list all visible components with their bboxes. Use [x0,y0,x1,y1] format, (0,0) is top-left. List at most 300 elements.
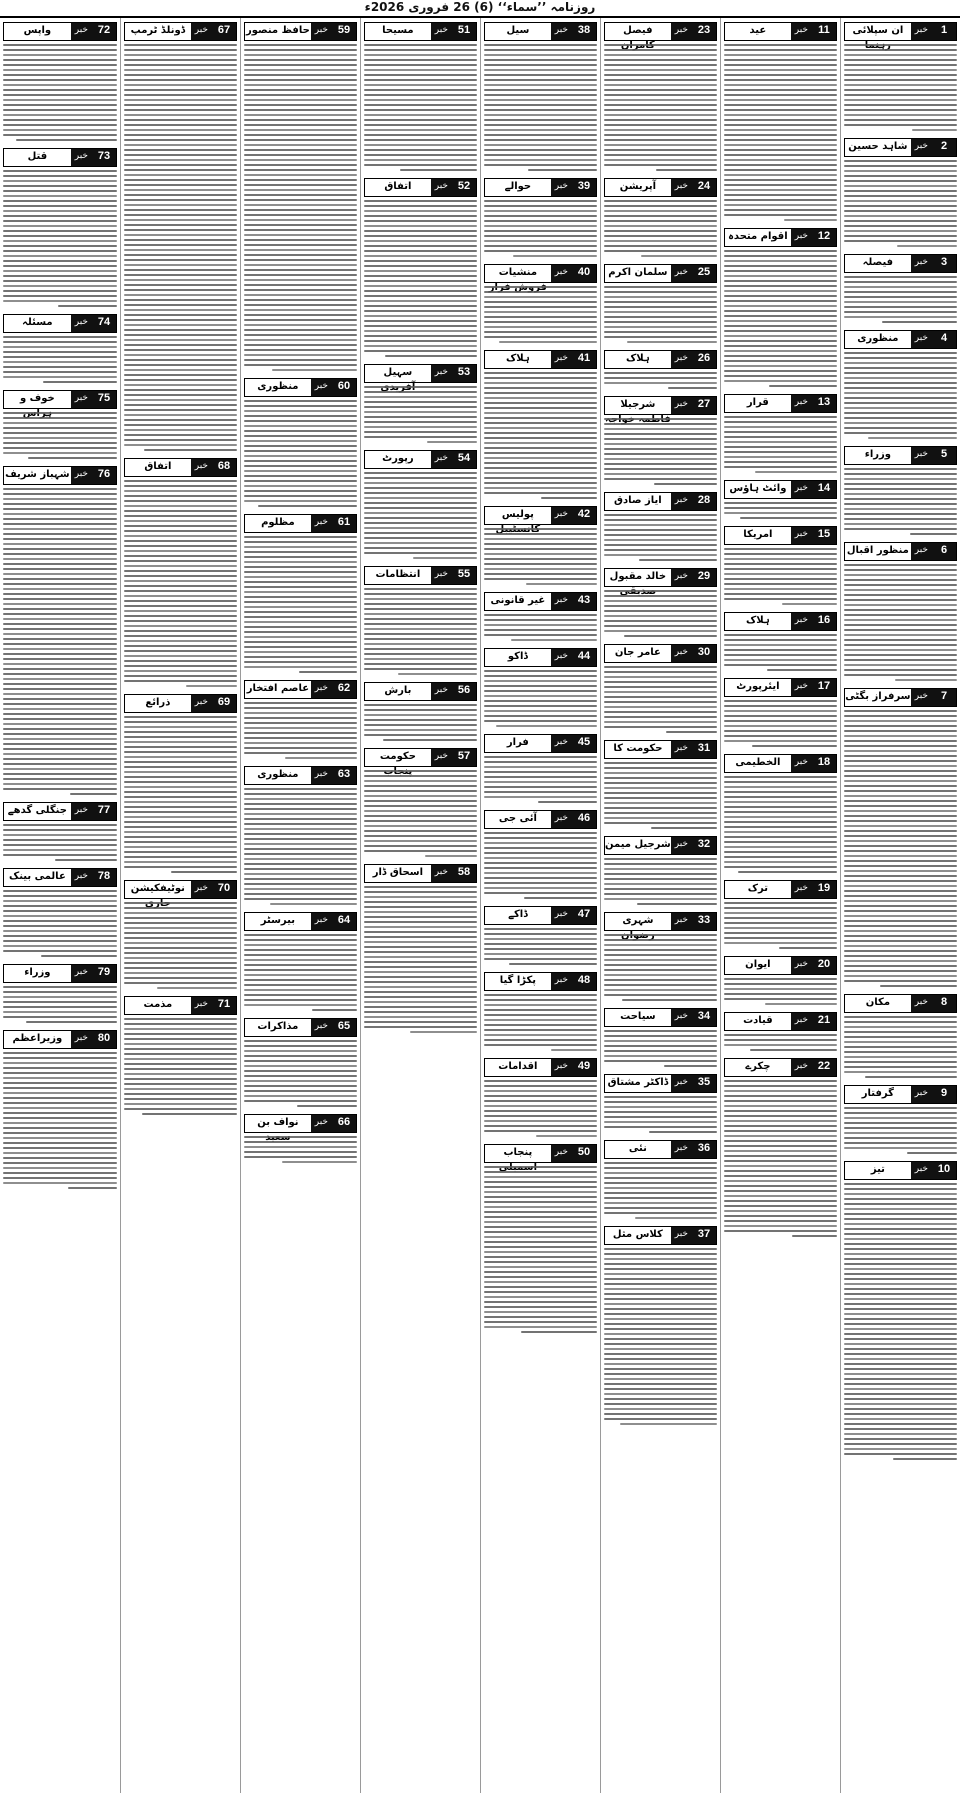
text-line [244,259,357,261]
article-title: ذرائع [125,695,191,712]
text-line [844,1117,957,1119]
text-line [724,578,837,580]
text-line [484,994,597,996]
text-line [244,149,357,151]
text-line [604,554,717,556]
text-line [844,1358,957,1360]
text-line [3,134,117,136]
text-line [364,1016,477,1018]
text-line [484,862,597,864]
text-line [724,927,837,929]
text-line [844,508,957,510]
text-line [724,720,837,722]
text-line [124,771,237,773]
article-body-text [844,1016,957,1078]
text-line [484,1029,597,1031]
text-line [844,1203,957,1205]
text-line [604,726,717,728]
text-line [724,109,837,111]
article-body-text [3,890,117,957]
text-line [844,720,957,722]
text-line [68,1187,117,1189]
text-line [604,89,717,91]
text-line [244,863,357,865]
text-line [844,915,957,917]
text-line [364,775,477,777]
article-header [604,1008,717,1027]
text-line [3,346,117,348]
article-category: خبر [551,1059,572,1076]
text-line [3,1077,117,1079]
text-line [604,453,717,455]
text-line [124,480,237,482]
news-article [0,798,120,864]
article-body-text [724,250,837,387]
text-line [3,351,117,353]
text-line [364,537,477,539]
text-line [124,565,237,567]
article-category: خبر [791,229,812,246]
text-line [724,194,837,196]
text-line [484,129,597,131]
text-line [484,64,597,66]
text-line [124,726,237,728]
text-line [844,59,957,61]
text-line [364,114,477,116]
text-line [844,1223,957,1225]
text-line [844,528,957,530]
text-line [364,901,477,903]
text-line [604,54,717,56]
text-line [604,787,717,789]
article-body-text [124,480,237,687]
text-line [364,623,477,625]
article-title: کلاس مثل [605,1227,671,1244]
article-category: خبر [671,1141,692,1158]
article-category: خبر [791,679,812,696]
text-line [604,240,717,242]
news-article [721,522,840,608]
text-line [244,450,357,452]
text-line [654,483,717,485]
text-line [844,1283,957,1285]
text-line [43,381,117,383]
text-line [3,89,117,91]
text-line [398,673,477,675]
text-line [604,1368,717,1370]
text-line [844,1142,957,1144]
news-article [601,346,720,392]
text-line [724,74,837,76]
article-number: 17 [812,679,836,696]
news-article [481,968,600,1054]
text-line [844,905,957,907]
text-line [604,1045,717,1047]
text-line [844,1066,957,1068]
text-line [844,820,957,822]
article-number: 61 [332,515,356,532]
text-line [124,625,237,627]
article-number: 31 [692,741,716,758]
text-line [364,421,477,423]
text-line [244,561,357,563]
text-line [124,485,237,487]
text-line [844,845,957,847]
text-line [604,721,717,723]
article-number: 56 [452,683,476,700]
text-line [604,1283,717,1285]
text-line [724,644,837,646]
text-line [270,903,357,905]
text-line [3,558,117,560]
text-line [124,389,237,391]
text-line [844,735,957,737]
text-line [124,44,237,46]
text-line [604,74,717,76]
text-line [604,858,717,860]
text-line [364,921,477,923]
article-category: خبر [671,351,692,368]
text-line [604,1413,717,1415]
text-line [484,1080,597,1082]
text-line [124,384,237,386]
text-line [724,119,837,121]
text-line [124,766,237,768]
article-header [604,178,717,197]
text-line [865,1076,957,1078]
text-line [3,728,117,730]
text-line [844,503,957,505]
article-body-text [604,514,717,561]
text-line [844,1248,957,1250]
text-line [724,69,837,71]
article-category: خبر [191,23,212,40]
text-line [484,250,597,252]
text-line [3,442,117,444]
text-line [364,1011,477,1013]
text-line [844,180,957,182]
text-line [364,780,477,782]
text-line [3,844,117,846]
text-line [484,629,597,631]
text-line [3,361,117,363]
article-title: منظوری [845,331,911,348]
text-line [3,723,117,725]
text-line [484,1241,597,1243]
text-line [844,1403,957,1405]
text-line [3,200,117,202]
text-line [724,1170,837,1172]
news-columns [0,18,960,1793]
text-line [244,134,357,136]
text-line [724,265,837,267]
text-line [724,451,837,453]
text-line [244,636,357,638]
article-number: 27 [692,397,716,414]
text-line [724,1185,837,1187]
text-line [124,605,237,607]
text-line [724,796,837,798]
article-title: وزراء [845,447,911,464]
text-line [604,1288,717,1290]
article-category: خبر [311,23,332,40]
article-header [3,466,117,485]
article-number: 59 [332,23,356,40]
article-body-text [724,634,837,671]
text-line [724,89,837,91]
article-body-text [604,200,717,257]
text-line [3,300,117,302]
text-line [124,947,237,949]
text-line [3,598,117,600]
text-line [124,836,237,838]
text-line [244,788,357,790]
text-line [844,910,957,912]
text-line [3,255,117,257]
text-line [3,991,117,993]
text-line [484,1246,597,1248]
text-line [604,1408,717,1410]
article-number: 58 [452,865,476,882]
text-line [364,1006,477,1008]
text-line [484,1271,597,1273]
text-line [637,903,717,905]
text-line [724,355,837,357]
text-line [724,639,837,641]
text-line [844,1313,957,1315]
text-line [844,1263,957,1265]
article-body-text [244,44,357,371]
text-line [484,1196,597,1198]
text-line [3,64,117,66]
text-line [364,734,477,736]
text-line [484,482,597,484]
text-line [724,134,837,136]
news-article [121,992,240,1118]
article-number: 70 [212,881,236,898]
text-line [844,518,957,520]
text-line [244,1050,357,1052]
text-line [124,184,237,186]
text-line [724,821,837,823]
text-line [124,409,237,411]
text-line [124,259,237,261]
text-line [3,250,117,252]
text-line [244,546,357,548]
text-line [844,74,957,76]
text-line [635,1217,717,1219]
text-line [244,199,357,201]
text-line [844,402,957,404]
text-line [484,1201,597,1203]
text-line [844,215,957,217]
text-line [3,839,117,841]
article-category: خبر [551,351,572,368]
text-line [124,856,237,858]
text-line [3,935,117,937]
text-line [364,961,477,963]
text-line [124,826,237,828]
news-article [121,454,240,690]
column-6 [240,18,360,1793]
news-article [601,1222,720,1428]
text-line [244,495,357,497]
article-title: ایاز صادق [605,493,671,510]
text-line [3,915,117,917]
text-line [724,568,837,570]
article-body-text [244,702,357,759]
text-line [724,114,837,116]
text-line [844,840,957,842]
article-header [484,734,597,753]
text-line [244,144,357,146]
article-title: بیرسٹر [245,913,311,930]
text-line [724,159,837,161]
text-line [3,638,117,640]
text-line [844,195,957,197]
text-line [364,906,477,908]
article-title: خوف و [4,391,71,408]
text-line [724,461,837,463]
text-line [3,608,117,610]
text-line [484,1004,597,1006]
text-line [124,264,237,266]
text-line [604,630,717,632]
text-line [484,154,597,156]
news-article [841,1081,960,1157]
article-header [844,1085,957,1104]
text-line [844,855,957,857]
article-number: 53 [452,365,476,382]
text-line [484,700,597,702]
article-category: خبر [191,459,212,476]
text-line [3,170,117,172]
text-line [724,1180,837,1182]
news-article [601,392,720,488]
text-line [724,1135,837,1137]
article-category: خبر [71,23,92,40]
text-line [604,64,717,66]
article-body-text [724,978,837,1005]
article-number: 8 [932,995,956,1012]
text-line [244,324,357,326]
article-title: اقدامات [485,1059,551,1076]
news-article [361,18,480,174]
article-category: خبر [71,803,92,820]
article-body-text [364,472,477,559]
text-line [844,860,957,862]
article-number: 29 [692,569,716,586]
text-line [724,209,837,211]
text-line [844,1213,957,1215]
text-line [604,1050,717,1052]
text-line [244,808,357,810]
text-line [244,707,357,709]
text-line [484,487,597,489]
text-line [244,1075,357,1077]
text-line [364,109,477,111]
text-line [3,1182,117,1184]
text-line [844,830,957,832]
article-number: 40 [572,265,596,282]
news-article [841,18,960,134]
text-line [244,445,357,447]
text-line [484,407,597,409]
text-line [844,975,957,977]
text-line [724,214,837,216]
text-line [484,447,597,449]
text-line [484,1296,597,1298]
text-line [484,1301,597,1303]
text-line [844,1398,957,1400]
text-line [364,770,477,772]
text-line [3,270,117,272]
text-line [244,139,357,141]
text-line [844,175,957,177]
news-article [481,1054,600,1140]
article-header [844,330,957,349]
text-line [484,670,597,672]
article-number: 69 [212,695,236,712]
text-line [3,1167,117,1169]
text-line [724,255,837,257]
article-body-text [844,468,957,535]
text-line [3,628,117,630]
text-line [844,890,957,892]
text-line [844,377,957,379]
news-article [601,832,720,908]
text-line [124,590,237,592]
text-line [124,962,237,964]
text-line [844,1218,957,1220]
text-line [844,800,957,802]
text-line [244,1045,357,1047]
text-line [844,980,957,982]
text-line [3,412,117,414]
text-line [124,600,237,602]
article-number: 25 [692,265,716,282]
text-line [724,902,837,904]
article-title: آئی جی [485,811,551,828]
text-line [724,846,837,848]
article-body-text [604,372,717,389]
text-line [3,1152,117,1154]
text-line [124,309,237,311]
text-line [844,775,957,777]
text-line [604,331,717,333]
text-line [604,964,717,966]
text-line [124,429,237,431]
text-line [3,341,117,343]
article-title: مذمت [125,997,191,1014]
text-line [844,1303,957,1305]
text-line [724,365,837,367]
article-title: ڈاکے [485,907,551,924]
text-line [124,902,237,904]
text-line [124,1088,237,1090]
text-line [724,1100,837,1102]
text-line [484,1171,597,1173]
text-line [364,44,477,46]
text-line [484,568,597,570]
article-number: 4 [932,331,956,348]
news-article [361,860,480,1036]
text-line [124,937,237,939]
text-line [364,956,477,958]
text-line [244,1065,357,1067]
text-line [649,1131,717,1133]
text-line [724,942,837,944]
